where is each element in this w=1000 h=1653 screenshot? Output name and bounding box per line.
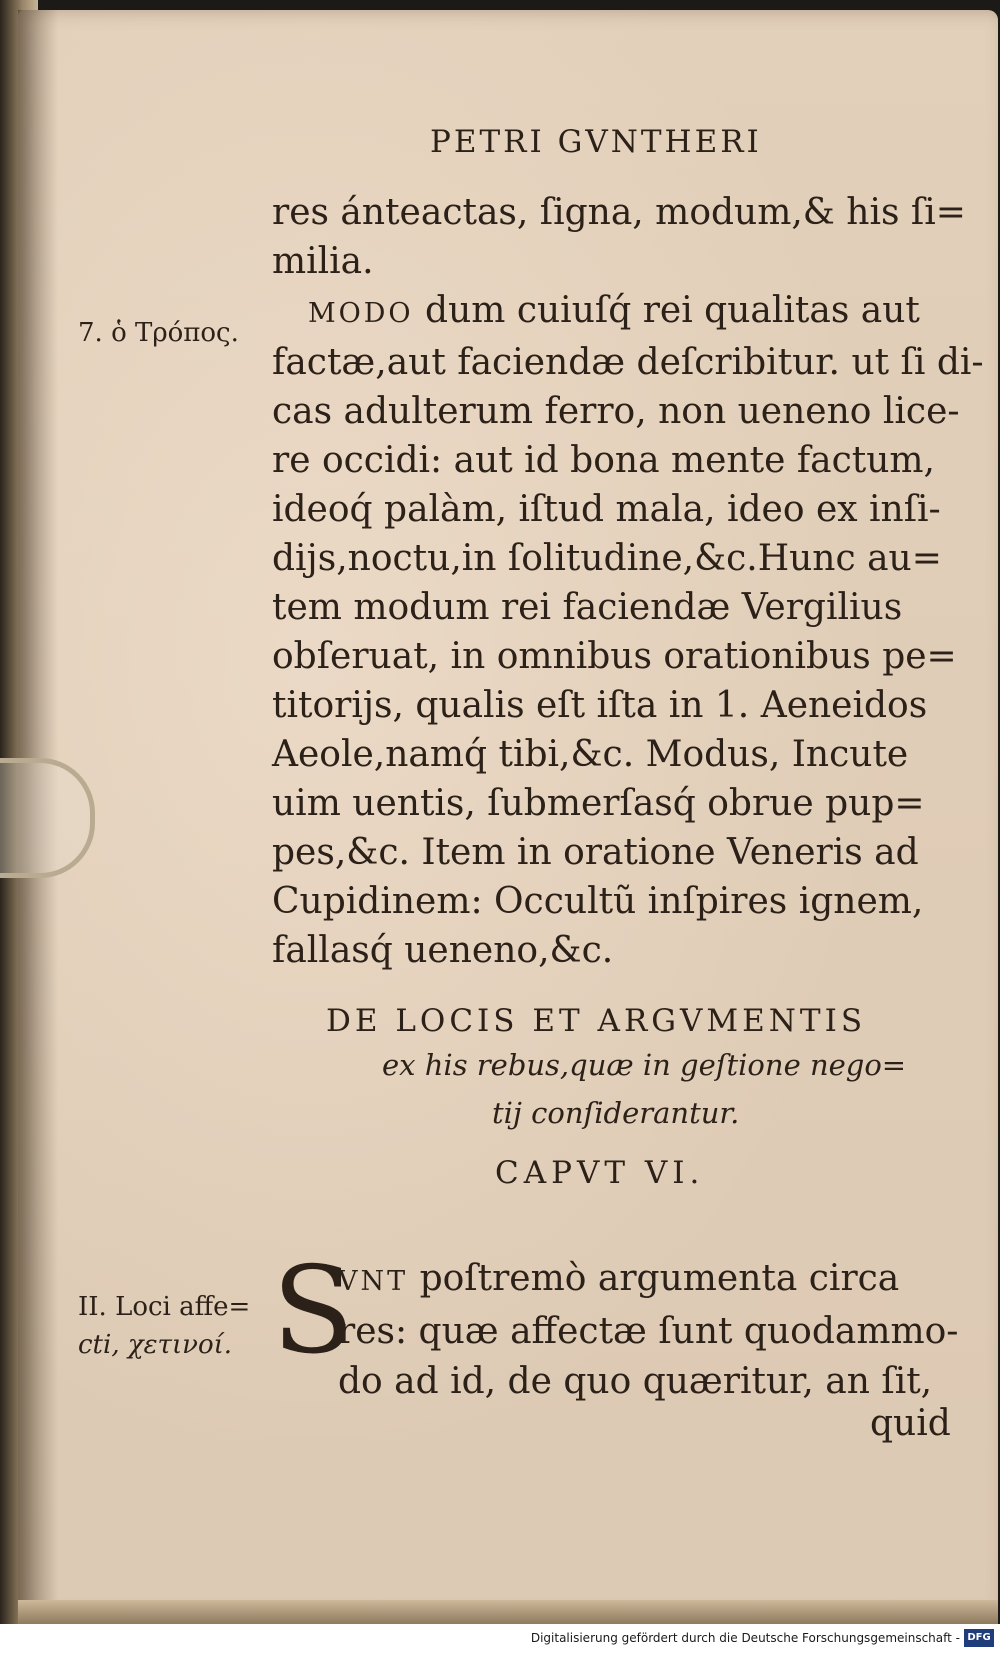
catchword: quid	[870, 1403, 951, 1444]
text-line: res ánteactas, ſigna, modum,& his ſi=	[272, 192, 966, 233]
text-line: uim uentis, ſubmerſasq́ obrue pup=	[272, 783, 925, 824]
modo-smallcaps: MODO	[308, 298, 414, 329]
text-line: cas adulterum ferro, non ueneno lice-	[272, 391, 960, 432]
margin-note-loci-line2: cti, χετινοί.	[78, 1330, 233, 1360]
dfg-logo: DFG	[964, 1629, 994, 1647]
drop-cap: S	[272, 1242, 355, 1381]
text-line: Cupidinem: Occultũ inſpires ignem,	[272, 881, 924, 922]
modo-rest: dum cuiuſq́ rei qualitas aut	[413, 290, 920, 331]
section-subheading: ex his rebus,quæ in geſtione nego=	[382, 1048, 907, 1082]
running-head: PETRI GVNTHERI	[430, 124, 762, 160]
text-line: milia.	[272, 241, 374, 282]
para2-line1	[338, 1254, 958, 1307]
text-line: fallasq́ ueneno,&c.	[272, 930, 614, 971]
chapter-heading: CAPVT VI.	[495, 1155, 705, 1191]
digitization-footer	[0, 1624, 1000, 1653]
footer-credit: Digitalisierung gefördert durch die Deutsche Forschungsgemeinschaft -	[530, 1631, 960, 1645]
margin-note-tropos: 7. ὁ Τρόπος.	[78, 318, 239, 348]
margin-note-loci	[78, 1288, 250, 1364]
vnt-smallcaps: VNT	[338, 1266, 409, 1297]
para2-line2: res: quæ affectæ ſunt quodammo-	[338, 1311, 959, 1352]
para2-line3: do ad id, de quo quæritur, an ſit,	[338, 1361, 933, 1402]
margin-note-loci-line1: II. Loci affe=	[78, 1292, 251, 1322]
text-line: titorijs, qualis eſt iſta in 1. Aeneidos	[272, 685, 928, 726]
text-line: re occidi: aut id bona mente factum,	[272, 440, 935, 481]
main-text-block	[272, 188, 984, 975]
page-bottom-edge	[18, 1600, 998, 1624]
text-line: tem modum rei faciendæ Vergilius	[272, 587, 903, 628]
paragraph-two	[338, 1254, 958, 1407]
text-line: dijs,noctu,in ſolitudine,&c.Hunc au=	[272, 538, 942, 579]
section-heading: DE LOCIS ET ARGVMENTIS	[326, 1003, 867, 1039]
text-line: pes,&c. Item in oratione Veneris ad	[272, 832, 919, 873]
text-line-modo	[272, 286, 984, 338]
text-line: obſeruat, in omnibus orationibus pe=	[272, 636, 957, 677]
para2-line1-rest: poſtremò argumenta circa	[408, 1258, 900, 1299]
text-line: ideoq́ palàm, iſtud mala, ideo ex inſi-	[272, 489, 941, 530]
section-subheading-cont: tij conſiderantur.	[492, 1096, 740, 1130]
text-line: factæ,aut faciendæ deſcribitur. ut ſi di-	[272, 342, 984, 383]
text-line: Aeole,namq́ tibi,&c. Modus, Incute	[272, 734, 909, 775]
